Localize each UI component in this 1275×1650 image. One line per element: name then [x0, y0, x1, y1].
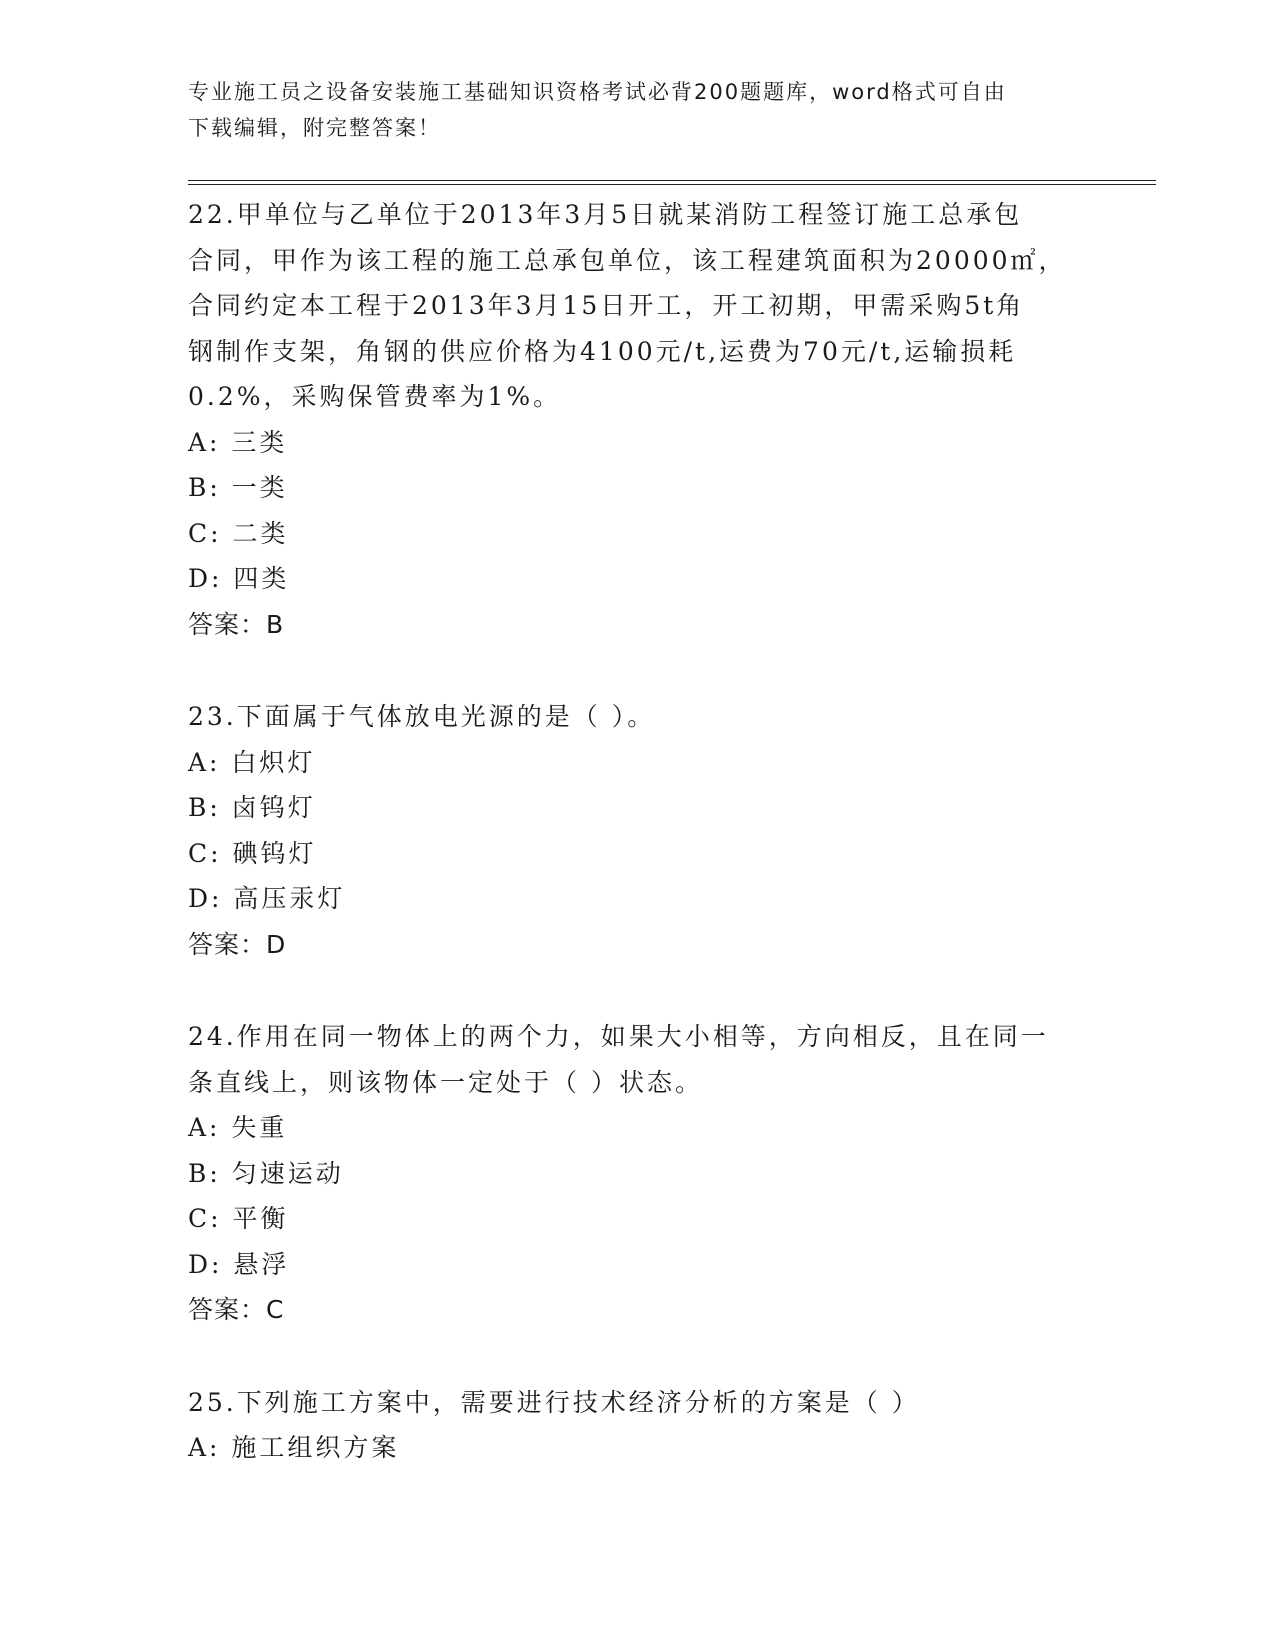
question-text-line: 条直线上，则该物体一定处于（ ）状态。	[188, 1067, 703, 1097]
page-header	[188, 74, 1088, 146]
spacer	[188, 967, 1088, 1014]
question-24	[188, 1014, 1088, 1333]
option-c: C: 二类	[188, 518, 289, 548]
question-text-line: 合同约定本工程于2013年3月15日开工，开工初期，甲需采购5t角	[188, 291, 1025, 320]
answer-label: 答案：C	[188, 1295, 285, 1324]
question-25	[188, 1380, 1088, 1471]
option-d: D: 悬浮	[188, 1249, 290, 1279]
option-b: B: 匀速运动	[188, 1158, 344, 1188]
header-line-1: 专业施工员之设备安装施工基础知识资格考试必背200题题库，word格式可自由	[188, 80, 1007, 104]
option-a: A: 失重	[188, 1113, 288, 1142]
option-c: C: 碘钨灯	[188, 838, 317, 868]
header-line-2: 下载编辑，附完整答案！	[188, 116, 441, 140]
option-d: D: 四类	[188, 564, 290, 593]
header-divider	[188, 180, 1156, 185]
spacer	[188, 647, 1088, 694]
option-d: D: 高压汞灯	[188, 884, 346, 913]
question-text-line: 23.下面属于气体放电光源的是（ ）。	[188, 702, 656, 731]
option-b: B: 一类	[188, 473, 288, 502]
option-a: A: 三类	[188, 427, 288, 457]
question-text-line: 合同，甲作为该工程的施工总承包单位，该工程建筑面积为20000㎡，	[188, 245, 1067, 275]
question-text-line: 24.作用在同一物体上的两个力，如果大小相等，方向相反，且在同一	[188, 1022, 1049, 1051]
question-list	[188, 192, 1088, 1471]
question-text-line: 22.甲单位与乙单位于2013年3月5日就某消防工程签订施工总承包	[188, 200, 1023, 229]
option-a: A: 白炽灯	[188, 747, 316, 777]
option-b: B: 卤钨灯	[188, 793, 316, 822]
answer-label: 答案：D	[188, 929, 287, 959]
answer-label: 答案：B	[188, 609, 285, 639]
option-a: A: 施工组织方案	[188, 1433, 400, 1462]
question-text-line: 钢制作支架，角钢的供应价格为4100元/t,运费为70元/t,运输损耗	[188, 336, 1017, 366]
question-22	[188, 192, 1088, 647]
spacer	[188, 1333, 1088, 1380]
option-c: C: 平衡	[188, 1204, 289, 1233]
question-text-line: 25.下列施工方案中，需要进行技术经济分析的方案是（ ）	[188, 1387, 920, 1417]
question-text-line: 0.2%，采购保管费率为1%。	[188, 382, 562, 411]
question-23	[188, 694, 1088, 967]
